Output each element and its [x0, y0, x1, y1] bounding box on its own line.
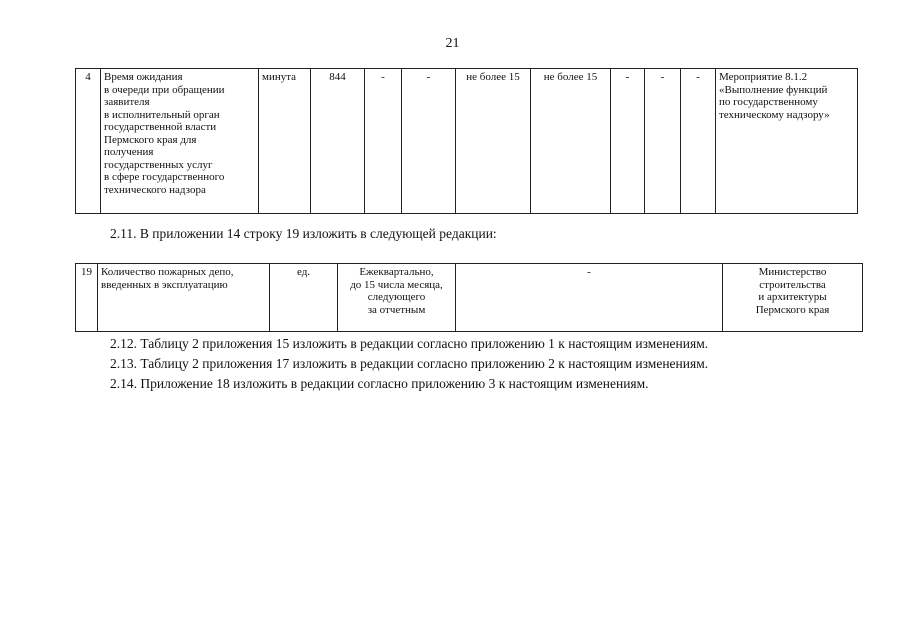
period-cell: Ежеквартально, до 15 числа месяца, следующего за отчетным — [338, 264, 456, 332]
paragraph-2-11: 2.11. В приложении 14 строку 19 изложить в следующей редакции: — [110, 226, 497, 241]
value-cell: - — [645, 69, 681, 214]
row-number: 4 — [76, 69, 101, 214]
table-row — [76, 69, 858, 214]
indicator-name: Количество пожарных депо, введенных в эксплуатацию — [98, 264, 270, 332]
value-cell: - — [365, 69, 402, 214]
indicators-table — [75, 68, 858, 214]
measure-cell: Мероприятие 8.1.2 «Выполнение функций по государственному техническому надзору» — [716, 69, 858, 214]
paragraph-2-12: 2.12. Таблицу 2 приложения 15 изложить в редакции согласно приложению 1 к настоящим изменениям. — [110, 336, 709, 351]
value-cell: - — [611, 69, 645, 214]
table-row — [76, 264, 863, 332]
paragraph-2-13: 2.13. Таблицу 2 приложения 17 изложить в редакции согласно приложению 2 к настоящим изменениям. — [110, 356, 709, 371]
paragraph-2-14: 2.14. Приложение 18 изложить в редакции согласно приложению 3 к настоящим изменениям. — [110, 376, 649, 391]
page-number: 21 — [445, 36, 460, 51]
unit-cell: минута — [259, 69, 311, 214]
value-cell: - — [402, 69, 456, 214]
base-value-cell: 844 — [311, 69, 365, 214]
indicator-name: Время ожидания в очереди при обращении заявителя в исполнительный орган государственной власти Пермского края для получения государственных услуг в сфере государственного технического надзора — [101, 69, 259, 214]
unit-cell: ед. — [270, 264, 338, 332]
appendix-14-table — [75, 263, 863, 332]
value-cell: не более 15 — [456, 69, 531, 214]
method-cell: - — [456, 264, 723, 332]
value-cell: - — [681, 69, 716, 214]
value-cell: не более 15 — [531, 69, 611, 214]
responsible-cell: Министерство строительства и архитектуры Пермского края — [723, 264, 863, 332]
row-number: 19 — [76, 264, 98, 332]
